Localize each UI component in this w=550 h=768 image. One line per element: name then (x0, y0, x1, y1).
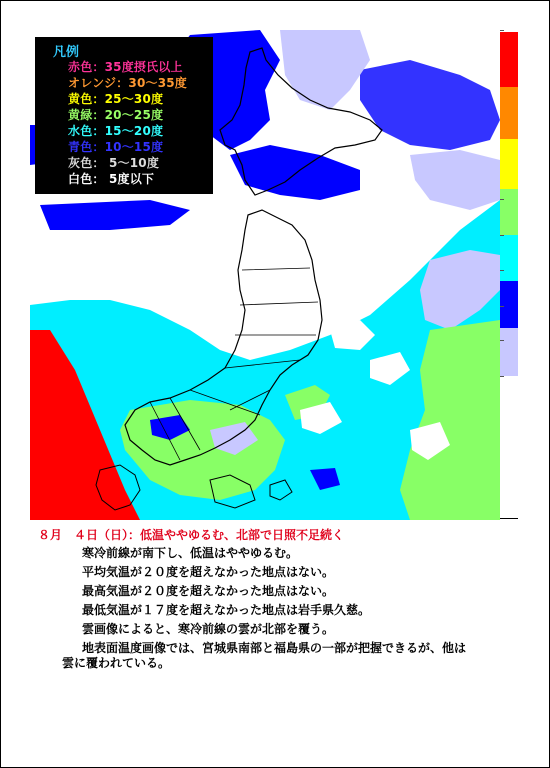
scale-tick (500, 30, 504, 31)
legend-title: 凡例 (53, 45, 80, 60)
legend-item-orange: オレンジ：30～35度 (68, 76, 187, 90)
scale-segment-yellow (500, 139, 518, 189)
legend-item-yellow-green: 黄緑：20～25度 (68, 108, 164, 122)
scale-segment-red (500, 32, 518, 87)
scale-segment-gray (500, 328, 518, 376)
report-line: 雲画像によると、寒冷前線の雲が北部を覆う。 (82, 622, 335, 636)
legend-item-light-blue: 水色：15～20度 (68, 124, 164, 138)
scale-segment-yellow-green (500, 189, 518, 235)
scale-segment-light-blue (500, 235, 518, 281)
report-line: 平均気温が２０度を超えなかった地点はない。 (82, 565, 335, 579)
legend-item-white: 白色： 5度以下 (68, 172, 155, 186)
scale-segment-orange (500, 87, 518, 139)
scale-tick (500, 340, 504, 341)
report-line: 最高気温が２０度を超えなかった地点はない。 (82, 584, 335, 598)
scale-tick (500, 199, 504, 200)
legend-box (35, 37, 213, 194)
report-line-continuation: 雲に覆われている。 (62, 656, 171, 670)
map-bottom-rule (500, 518, 518, 519)
scale-tick (500, 270, 504, 271)
legend-item-gray: 灰色： 5～10度 (68, 156, 160, 170)
report-line: 寒冷前線が南下し、低温はややゆるむ。 (82, 546, 299, 560)
scale-tick (500, 306, 504, 307)
temperature-color-scale (500, 32, 518, 376)
legend-item-yellow: 黄色：25～30度 (68, 92, 164, 106)
report-line: 地表面温度画像では、宮城県南部と福島県の一部が把握できるが、他は (82, 641, 467, 655)
scale-tick (500, 235, 504, 236)
report-heading: ８月 ４日（日）：低温ややゆるむ、北部で日照不足続く (38, 528, 345, 542)
report-line: 最低気温が１７度を超えなかった地点は岩手県久慈。 (82, 603, 371, 617)
legend-item-blue: 青色：10～15度 (68, 140, 164, 154)
legend-item-red: 赤色：35度摂氏以上 (68, 60, 183, 74)
scale-segment-blue (500, 281, 518, 328)
scale-tick (500, 376, 504, 377)
